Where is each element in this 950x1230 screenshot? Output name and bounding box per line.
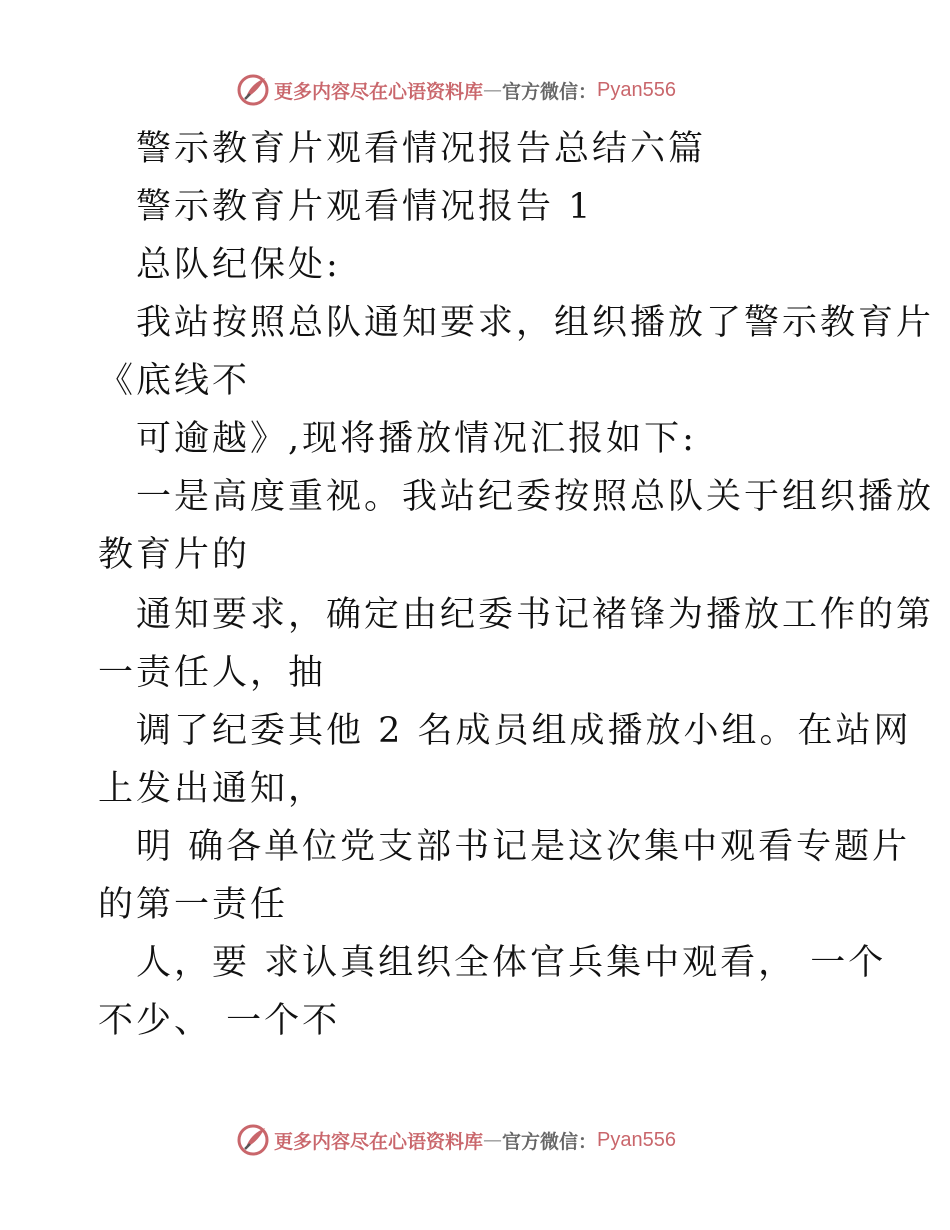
site-name: 更多内容尽在心语资料库 (274, 1130, 484, 1153)
salutation: 总队纪保处: (136, 245, 341, 285)
wechat-label: 官方微信： (502, 1130, 598, 1153)
paragraph-line: 上发出通知， (98, 769, 327, 809)
wechat-id: Pyan556 (597, 1128, 676, 1151)
paragraph-line: 的第一责任 (98, 885, 289, 925)
paragraph-line: 教育片的 (98, 535, 251, 575)
paragraph-line: 一是高度重视。我站纪委按照总队关于组织播放 (136, 477, 935, 517)
paragraph-line: 《底线不 (98, 361, 251, 401)
quill-logo-icon (236, 73, 270, 107)
paragraph-line: 人，要 求认真组织全体官兵集中观看， 一个 (136, 943, 887, 983)
quill-logo-icon (236, 1123, 270, 1157)
paragraph-line: 一责任人，抽 (98, 653, 327, 693)
wechat-id: Pyan556 (597, 78, 676, 101)
banner-dash: — (483, 1129, 503, 1151)
paragraph-line: 可逾越》,现将播放情况汇报如下: (136, 419, 697, 459)
paragraph-line: 调了纪委其他 2 名成员组成播放小组。在站网 (136, 711, 912, 751)
paragraph-line: 不少、 一个不 (98, 1001, 341, 1041)
paragraph-line: 我站按照总队通知要求，组织播放了警示教育片 (136, 303, 935, 343)
header-banner (236, 70, 676, 110)
site-name: 更多内容尽在心语资料库 (274, 80, 484, 103)
doc-title: 警示教育片观看情况报告总结六篇 (136, 129, 707, 169)
footer-banner (236, 1120, 676, 1160)
paragraph-line: 通知要求，确定由纪委书记褚锋为播放工作的第 (136, 595, 935, 635)
wechat-label: 官方微信： (502, 80, 598, 103)
banner-dash: — (483, 79, 503, 101)
paragraph-line: 明 确各单位党支部书记是这次集中观看专题片 (136, 827, 911, 867)
report-heading: 警示教育片观看情况报告 1 (136, 187, 594, 227)
